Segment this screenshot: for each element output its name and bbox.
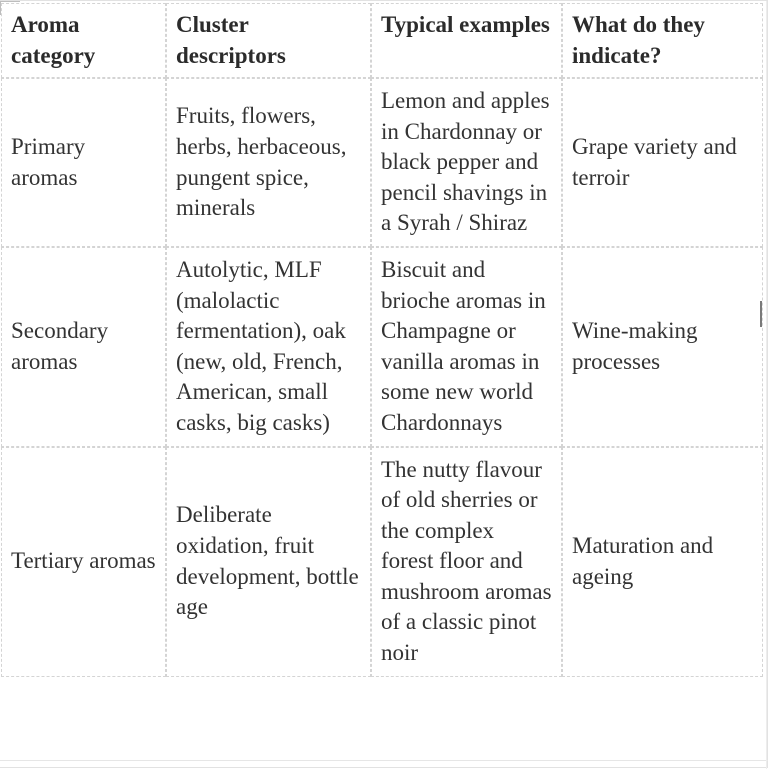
table-frame-bottom-rule	[0, 760, 768, 761]
cell-typical-examples: The nutty flavour of old sherries or the complex forest floor and mushroom aromas of a classic pinot noir	[371, 447, 562, 677]
table-frame-right-rule	[766, 1, 767, 769]
cell-typical-examples: Lemon and apples in Chardonnay or black pepper and pencil shavings in a Syrah / Shiraz	[371, 78, 562, 247]
table-row	[1, 78, 763, 247]
table-frame-top-left-horizontal	[0, 1, 20, 2]
table-row	[1, 447, 763, 677]
cell-cluster-descriptors: Autolytic, MLF (malolactic fermentation), oak (new, old, French, American, small casks, big casks)	[166, 247, 371, 446]
column-header-what-do-they-indicate: What do they indicate?	[562, 3, 763, 78]
table-frame-right-tick	[760, 301, 762, 327]
table-row	[1, 247, 763, 446]
table-header-row	[1, 3, 763, 78]
cell-what-do-they-indicate: Wine-making processes	[562, 247, 763, 446]
table-header	[1, 3, 763, 78]
column-header-typical-examples: Typical examples	[371, 3, 562, 78]
cell-cluster-descriptors: Fruits, flowers, herbs, herbaceous, pungent spice, minerals	[166, 78, 371, 247]
cell-aroma-category: Tertiary aromas	[1, 447, 166, 677]
wine-aroma-categories-table	[1, 3, 763, 677]
column-header-cluster-descriptors: Cluster descriptors	[166, 3, 371, 78]
table-frame-top-left-vertical	[0, 1, 1, 15]
cell-typical-examples: Biscuit and brioche aromas in Champagne or vanilla aromas in some new world Chardonnays	[371, 247, 562, 446]
table-body	[1, 78, 763, 676]
cell-aroma-category: Primary aromas	[1, 78, 166, 247]
cell-aroma-category: Secondary aromas	[1, 247, 166, 446]
column-header-aroma-category: Aroma category	[1, 3, 166, 78]
cell-cluster-descriptors: Deliberate oxidation, fruit development, bottle age	[166, 447, 371, 677]
cell-what-do-they-indicate: Grape variety and terroir	[562, 78, 763, 247]
cell-what-do-they-indicate: Maturation and ageing	[562, 447, 763, 677]
